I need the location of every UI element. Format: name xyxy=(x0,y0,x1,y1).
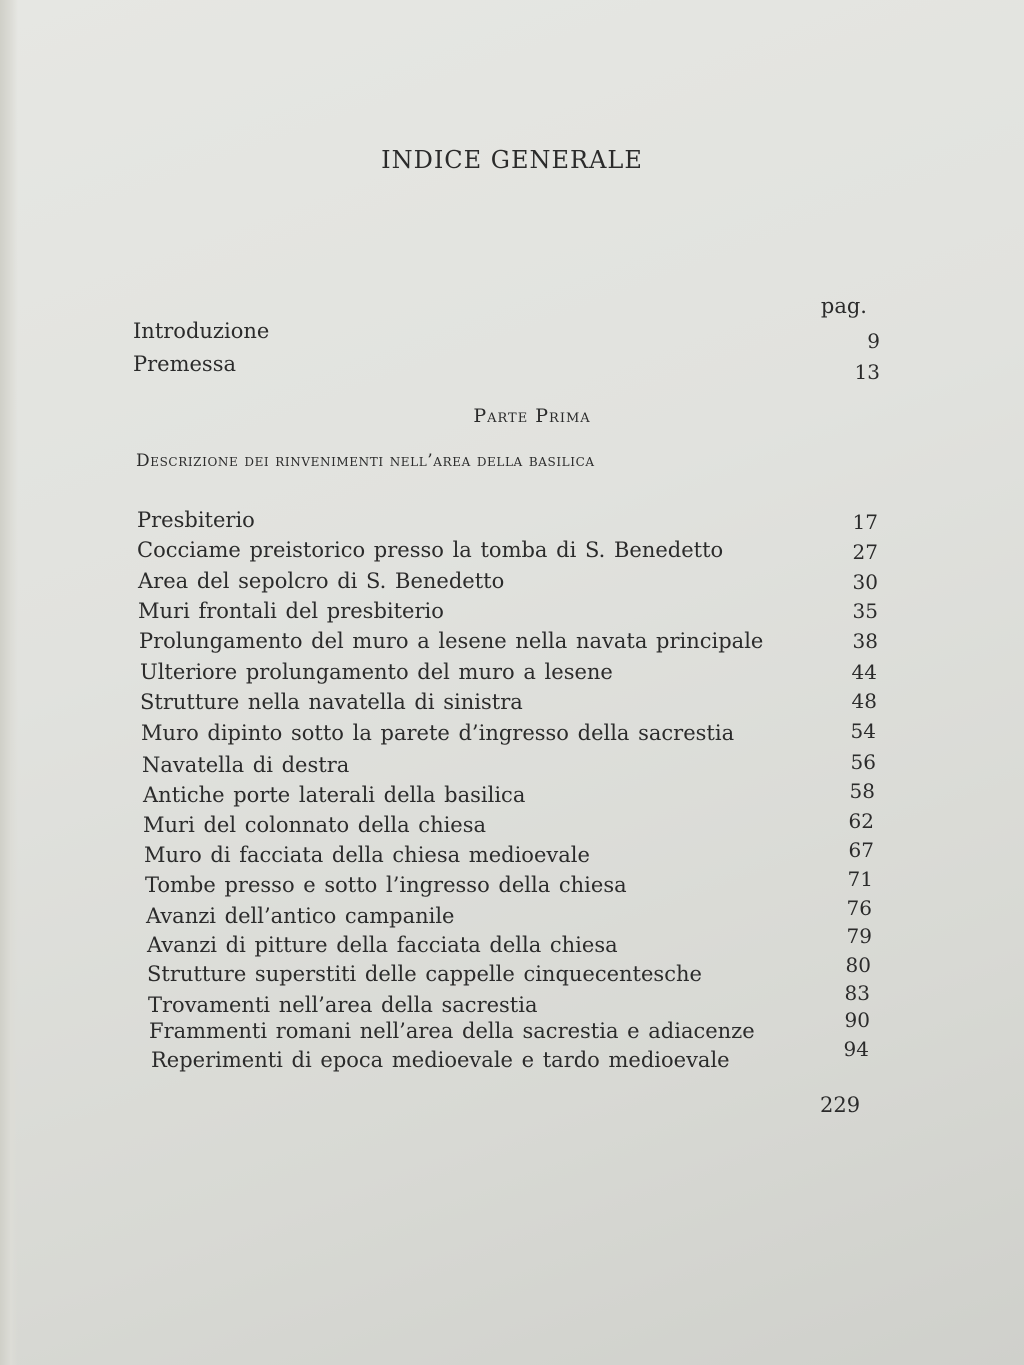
toc-entry-page: 30 xyxy=(852,570,878,594)
toc-entry-label: Avanzi di pitture della facciata della chiesa xyxy=(147,933,618,957)
part-title: Parte Prima xyxy=(473,405,591,427)
toc-entry-page: 71 xyxy=(847,867,873,891)
toc-entry-label: Navatella di destra xyxy=(142,753,350,777)
folio-page-number: 229 xyxy=(820,1093,861,1117)
toc-entry-page: 67 xyxy=(848,838,874,862)
toc-entry-page: 9 xyxy=(867,329,880,353)
toc-entry-page: 62 xyxy=(848,809,874,833)
toc-entry-label: Ulteriore prolungamento del muro a lesene xyxy=(140,660,613,684)
toc-row xyxy=(0,660,1024,690)
toc-entry-page: 54 xyxy=(850,719,876,743)
toc-entry-page: 76 xyxy=(846,896,872,920)
toc-entry-page: 94 xyxy=(843,1037,869,1061)
toc-row xyxy=(0,569,1024,599)
toc-entry-label: Muro dipinto sotto la parete d’ingresso della sacrestia xyxy=(141,721,735,745)
toc-entry-label: Reperimenti di epoca medioevale e tardo medioevale xyxy=(151,1048,730,1072)
toc-entry-page: 80 xyxy=(845,953,871,977)
toc-row xyxy=(0,1008,1024,1049)
toc-entry-label: Prolungamento del muro a lesene nella navata principale xyxy=(139,629,764,653)
toc-entry-label: Muri frontali del presbiterio xyxy=(138,599,444,623)
toc-entry-label: Tombe presso e sotto l’ingresso della chiesa xyxy=(145,873,627,897)
toc-entry-page: 38 xyxy=(852,629,878,653)
toc-entry-page: 48 xyxy=(851,689,877,713)
toc-entry-page: 58 xyxy=(849,779,875,803)
page-title: INDICE GENERALE xyxy=(381,146,643,174)
pag-column-label: pag. xyxy=(820,294,867,318)
toc-entry-page: 56 xyxy=(850,750,876,774)
toc-entry-page: 44 xyxy=(851,660,877,684)
toc-row xyxy=(0,508,1024,538)
toc-entry-label: Introduzione xyxy=(133,319,270,343)
toc-entry-page: 17 xyxy=(852,510,878,534)
toc-entry-label: Presbiterio xyxy=(137,508,255,532)
part-subtitle: Descrizione dei rinvenimenti nell’area della basilica xyxy=(136,451,595,471)
toc-entry-label: Muro di facciata della chiesa medioevale xyxy=(144,843,590,867)
toc-row xyxy=(0,690,1024,720)
toc-entry-page: 79 xyxy=(846,924,872,948)
toc-entry-label: Cocciame preistorico presso la tomba di S. Benedetto xyxy=(137,538,724,562)
toc-entry-label: Frammenti romani nell’area della sacrestia e adiacenze xyxy=(149,1019,755,1043)
toc-row-premessa xyxy=(0,352,1024,382)
toc-entry-label: Antiche porte laterali della basilica xyxy=(143,783,526,807)
toc-row xyxy=(0,1037,1024,1078)
toc-entry-label: Muri del colonnato della chiesa xyxy=(143,813,487,837)
toc-row xyxy=(0,599,1024,629)
toc-row-introduzione xyxy=(0,319,1024,353)
toc-row xyxy=(0,538,1024,568)
toc-row xyxy=(0,953,1024,992)
toc-entry-page: 35 xyxy=(852,599,878,623)
toc-entry-label: Strutture superstiti delle cappelle cinquecentesche xyxy=(147,962,702,986)
toc-entry-page: 27 xyxy=(852,540,878,564)
toc-entry-page: 83 xyxy=(844,981,870,1005)
toc-entry-label: Premessa xyxy=(133,352,237,376)
toc-row xyxy=(0,629,1024,659)
toc-entry-page: 90 xyxy=(844,1008,870,1032)
toc-row xyxy=(0,721,1024,751)
toc-entry-label: Strutture nella navatella di sinistra xyxy=(140,690,523,714)
toc-entry-page: 13 xyxy=(854,360,880,384)
toc-entry-label: Avanzi dell’antico campanile xyxy=(146,904,455,928)
toc-entry-label: Area del sepolcro di S. Benedetto xyxy=(138,569,505,593)
toc-entry-label: Trovamenti nell’area della sacrestia xyxy=(148,993,538,1017)
